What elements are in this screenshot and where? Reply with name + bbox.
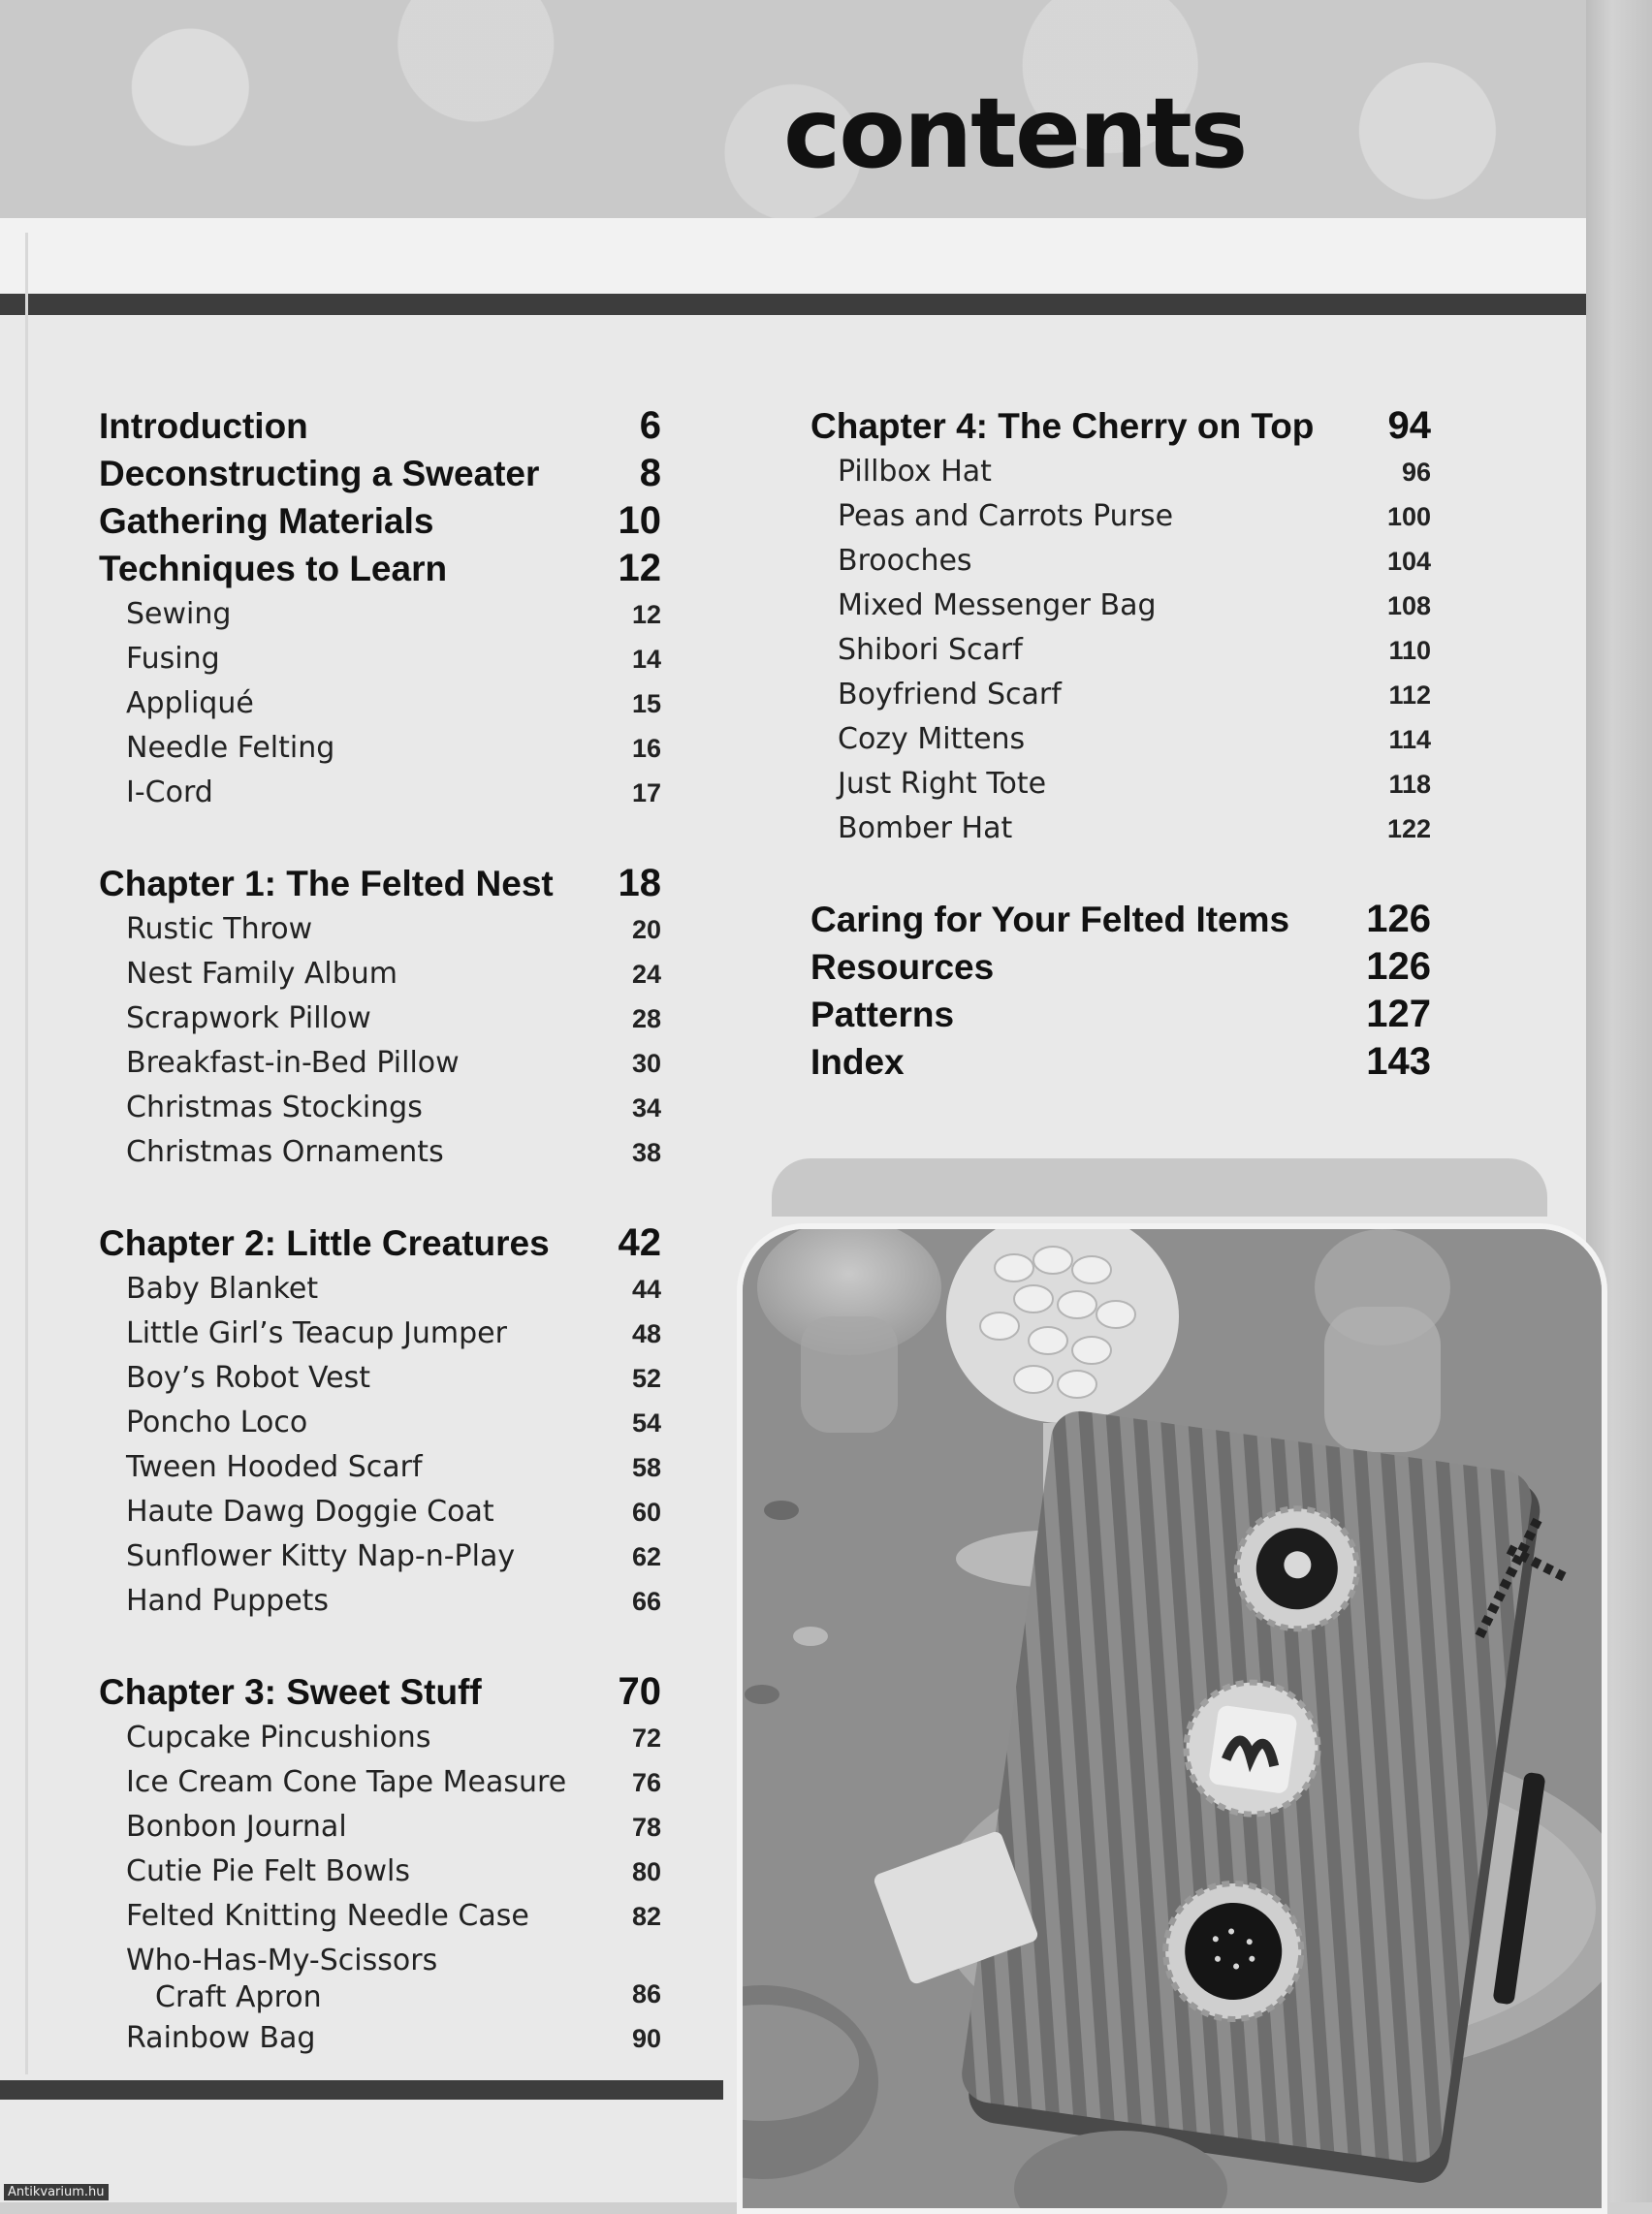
toc-entry-title: Sunflower Kitty Nap-n-Play (126, 1539, 516, 1573)
toc-entry-title: Index (810, 1042, 905, 1082)
toc-entry-title-line1: Who-Has-My-Scissors (126, 1944, 438, 1977)
toc-entry-title: I-Cord (126, 775, 213, 809)
toc-page-number: 82 (631, 1902, 661, 1931)
toc-page-number: 12 (631, 600, 661, 629)
toc-entry-title: Little Girl’s Teacup Jumper (126, 1316, 507, 1350)
toc-page-number: 126 (1366, 898, 1431, 940)
toc-page-number: 52 (631, 1364, 661, 1393)
toc-page-number: 143 (1366, 1040, 1431, 1083)
toc-entry-title: Appliqué (126, 686, 254, 720)
toc-subentry (810, 628, 1431, 673)
toc-subentry (810, 450, 1431, 494)
toc-subentry (810, 584, 1431, 628)
toc-entry-title: Fusing (126, 642, 220, 676)
toc-page-number: 127 (1366, 993, 1431, 1035)
toc-chapter-entry (99, 545, 661, 592)
toc-subentry (99, 952, 661, 996)
toc-left-column (99, 402, 661, 2061)
toc-page-number: 60 (631, 1498, 661, 1527)
toc-entry-title: Cupcake Pincushions (126, 1721, 431, 1755)
toc-subentry (99, 592, 661, 637)
toc-page-number: 8 (639, 452, 661, 494)
toc-page-number: 70 (618, 1670, 661, 1713)
toc-entry-title: Rustic Throw (126, 912, 313, 946)
toc-page-number: 44 (631, 1275, 661, 1304)
toc-chapter-entry (99, 1219, 661, 1267)
toc-entry-title: Pillbox Hat (838, 455, 992, 489)
toc-subentry (99, 637, 661, 681)
toc-subentry (99, 681, 661, 726)
toc-subentry (99, 1534, 661, 1579)
header-light-band (0, 218, 1586, 294)
header-rule (0, 294, 1586, 315)
toc-subentry (810, 762, 1431, 807)
toc-subentry (810, 494, 1431, 539)
toc-page-number: 30 (631, 1049, 661, 1078)
toc-subentry (99, 1086, 661, 1130)
toc-entry-title: Haute Dawg Doggie Coat (126, 1495, 494, 1529)
toc-subentry (99, 1312, 661, 1356)
toc-page-number: 66 (631, 1587, 661, 1616)
toc-page-number: 118 (1388, 770, 1431, 799)
toc-page-number: 20 (631, 915, 661, 944)
toc-page-number: 114 (1388, 725, 1431, 754)
toc-chapter-entry (810, 991, 1431, 1038)
toc-entry-title: Chapter 4: The Cherry on Top (810, 406, 1315, 446)
toc-entry-title: Patterns (810, 995, 955, 1034)
toc-page-number: 76 (631, 1768, 661, 1797)
toc-subentry (99, 1716, 661, 1760)
toc-entry-title: Bonbon Journal (126, 1810, 347, 1844)
toc-page-number: 58 (631, 1453, 661, 1482)
toc-entry-title: Mixed Messenger Bag (838, 588, 1157, 622)
toc-subentry (99, 1939, 661, 2016)
toc-entry-title-line2: Craft Apron (155, 1980, 322, 2014)
toc-entry-title: Brooches (838, 544, 972, 578)
toc-page-number: 94 (1387, 404, 1431, 447)
toc-entry-title: Peas and Carrots Purse (838, 499, 1174, 533)
margin-line (25, 233, 28, 2074)
toc-entry-title: Scrapwork Pillow (126, 1001, 371, 1035)
toc-subentry (99, 1850, 661, 1894)
toc-page-number: 86 (631, 1979, 661, 2008)
toc-page-number: 42 (618, 1221, 661, 1264)
toc-page-number: 126 (1366, 945, 1431, 988)
toc-page-number: 108 (1386, 591, 1431, 620)
toc-page-number: 14 (631, 645, 661, 674)
toc-entry-title: Christmas Stockings (126, 1091, 423, 1124)
toc-entry-title: Caring for Your Felted Items (810, 900, 1290, 939)
toc-chapter-entry (99, 450, 661, 497)
toc-page-number: 72 (631, 1724, 661, 1753)
toc-entry-title: Boy’s Robot Vest (126, 1361, 370, 1395)
toc-entry-title: Resources (810, 947, 995, 987)
section-gap (99, 815, 661, 860)
toc-subentry (99, 1041, 661, 1086)
toc-right-column (810, 402, 1431, 1086)
toc-page-number: 28 (631, 1004, 661, 1033)
toc-subentry (810, 807, 1431, 851)
toc-page-number: 90 (631, 2024, 661, 2053)
toc-subentry (99, 996, 661, 1041)
toc-chapter-entry (99, 860, 661, 907)
photo-tab (772, 1158, 1547, 1217)
toc-page-number: 24 (631, 960, 661, 989)
toc-subentry (99, 1401, 661, 1445)
journal-illustration (743, 1229, 1602, 2208)
toc-page-number: 100 (1386, 502, 1431, 531)
toc-subentry (99, 1130, 661, 1175)
toc-chapter-entry (810, 896, 1431, 943)
toc-subentry (99, 726, 661, 771)
page-title: contents (783, 77, 1247, 190)
toc-entry-title: Techniques to Learn (99, 549, 448, 588)
toc-entry-title: Deconstructing a Sweater (99, 454, 540, 493)
toc-entry-title (126, 1939, 437, 2016)
watermark: Antikvarium.hu (4, 2184, 109, 2200)
toc-page-number: 10 (618, 499, 661, 542)
toc-subentry (99, 771, 661, 815)
toc-page-number: 62 (631, 1542, 661, 1571)
toc-entry-title: Nest Family Album (126, 957, 398, 991)
toc-page-number: 16 (631, 734, 661, 763)
section-gap (99, 1624, 661, 1668)
toc-page-number: 78 (631, 1813, 661, 1842)
toc-subentry (810, 539, 1431, 584)
toc-entry-title: Hand Puppets (126, 1584, 330, 1618)
toc-subentry (99, 1760, 661, 1805)
journal-photo (737, 1223, 1607, 2214)
toc-page-number: 12 (618, 547, 661, 589)
toc-page-number: 104 (1386, 547, 1431, 576)
toc-subentry (99, 2016, 661, 2061)
toc-entry-title: Baby Blanket (126, 1272, 319, 1306)
toc-entry-title: Felted Knitting Needle Case (126, 1899, 529, 1933)
toc-entry-title: Shibori Scarf (838, 633, 1023, 667)
toc-entry-title: Chapter 1: The Felted Nest (99, 864, 554, 903)
toc-subentry (99, 1490, 661, 1534)
toc-page-number: 15 (631, 689, 661, 718)
toc-subentry (810, 717, 1431, 762)
toc-entry-title: Chapter 3: Sweet Stuff (99, 1672, 482, 1712)
toc-entry-title: Rainbow Bag (126, 2021, 316, 2055)
toc-entry-title: Cozy Mittens (838, 722, 1026, 756)
toc-entry-title: Bomber Hat (838, 811, 1013, 845)
toc-chapter-entry (810, 943, 1431, 991)
toc-chapter-entry (99, 497, 661, 545)
toc-page-number: 110 (1388, 636, 1431, 665)
toc-entry-title: Ice Cream Cone Tape Measure (126, 1765, 567, 1799)
toc-page-number: 80 (631, 1857, 661, 1886)
toc-entry-title: Needle Felting (126, 731, 335, 765)
toc-entry-title: Gathering Materials (99, 501, 434, 541)
toc-page-number: 112 (1388, 680, 1431, 710)
toc-subentry (99, 1894, 661, 1939)
toc-entry-title: Chapter 2: Little Creatures (99, 1223, 550, 1263)
footer-rule (0, 2080, 723, 2100)
section-gap (99, 1175, 661, 1219)
toc-chapter-entry (99, 1668, 661, 1716)
toc-subentry (99, 1445, 661, 1490)
toc-chapter-entry (810, 1038, 1431, 1086)
toc-page-number: 18 (618, 862, 661, 904)
toc-entry-title: Just Right Tote (838, 767, 1047, 801)
toc-entry-title: Sewing (126, 597, 232, 631)
toc-entry-title: Cutie Pie Felt Bowls (126, 1854, 410, 1888)
toc-entry-title: Boyfriend Scarf (838, 678, 1062, 712)
toc-entry-title: Breakfast-in-Bed Pillow (126, 1046, 460, 1080)
toc-entry-title: Poncho Loco (126, 1406, 308, 1439)
toc-page-number: 17 (631, 778, 661, 807)
toc-page-number: 38 (631, 1138, 661, 1167)
toc-subentry (99, 1805, 661, 1850)
toc-page-number: 96 (1401, 458, 1431, 487)
toc-chapter-entry (810, 402, 1431, 450)
toc-subentry (810, 673, 1431, 717)
toc-page-number: 34 (631, 1093, 661, 1123)
toc-subentry (99, 1356, 661, 1401)
toc-subentry (99, 907, 661, 952)
toc-page-number: 122 (1386, 814, 1431, 843)
section-gap (810, 851, 1431, 896)
toc-subentry (99, 1267, 661, 1312)
toc-page-number: 48 (631, 1319, 661, 1348)
toc-entry-title: Christmas Ornaments (126, 1135, 444, 1169)
toc-subentry (99, 1579, 661, 1624)
toc-entry-title: Introduction (99, 406, 308, 446)
toc-page-number: 6 (639, 404, 661, 447)
toc-chapter-entry (99, 402, 661, 450)
toc-page-number: 54 (631, 1408, 661, 1438)
toc-entry-title: Tween Hooded Scarf (126, 1450, 423, 1484)
